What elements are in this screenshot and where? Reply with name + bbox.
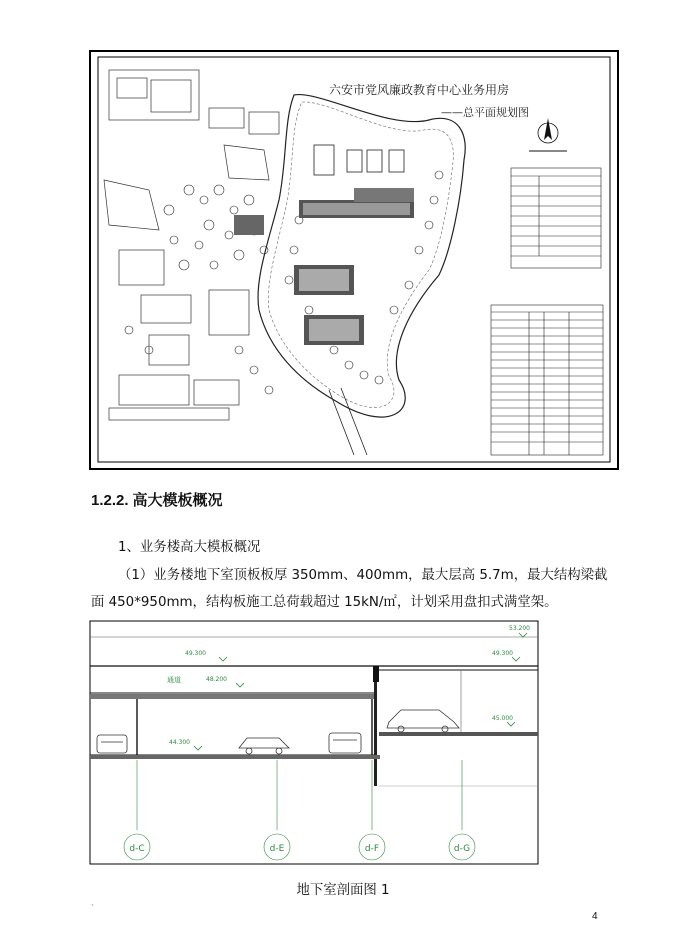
- axis-label: d-F: [364, 844, 380, 854]
- site-plan-figure: [89, 50, 619, 470]
- elevation-label: 45.000: [492, 715, 513, 722]
- figure-caption: 地下室剖面图 1: [296, 883, 390, 898]
- margin-mark: 、: [91, 898, 99, 907]
- paragraph-line-2: 面 450*950mm，结构板施工总荷载超过 15kN/㎡，计划采用盘扣式满堂架。: [91, 595, 558, 610]
- room-label: 通道: [167, 676, 181, 684]
- section-number: 1.2.2.: [91, 492, 129, 509]
- section-heading: [91, 489, 223, 510]
- elevation-label: 49.300: [185, 650, 206, 657]
- site-plan-subtitle: ——总平面规划图: [441, 106, 529, 119]
- elevation-label: 53.200: [509, 625, 530, 632]
- axis-label: d-E: [269, 844, 285, 854]
- basement-section-figure: [89, 620, 539, 865]
- site-plan-title: 六安市党风廉政教育中心业务用房: [329, 83, 510, 97]
- paragraph-line-1: （1）业务楼地下室顶板板厚 350mm、400mm，最大层高 5.7m，最大结构梁截: [118, 568, 608, 583]
- axis-label: d-G: [453, 844, 471, 854]
- section-title: 高大模板概况: [132, 492, 223, 509]
- elevation-label: 48.200: [206, 676, 227, 683]
- axis-label: d-C: [129, 844, 145, 854]
- page-number: 4: [592, 911, 598, 922]
- elevation-label: 44.300: [169, 739, 190, 746]
- paragraph-item-1: 1、业务楼高大模板概况: [118, 540, 261, 555]
- elevation-label: 49.300: [492, 650, 513, 657]
